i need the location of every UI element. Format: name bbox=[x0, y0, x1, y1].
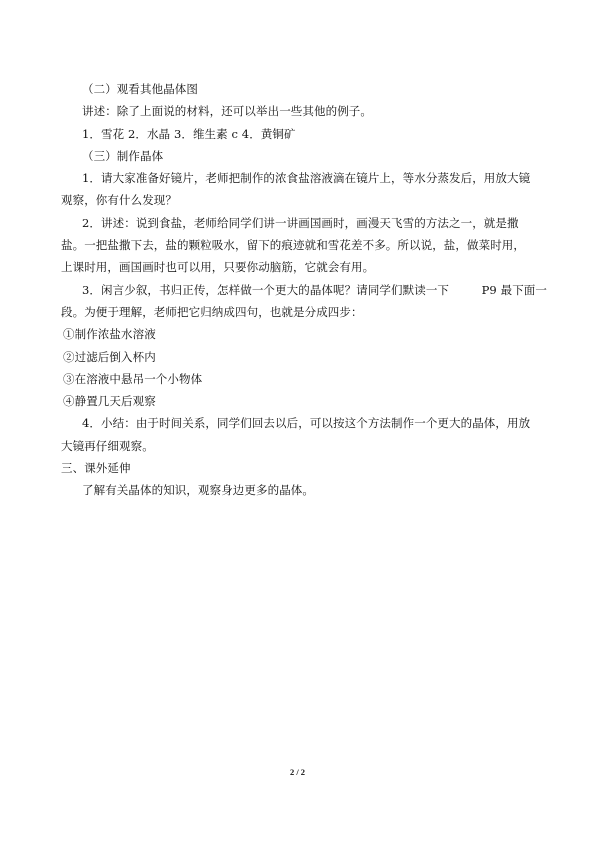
section-heading-make-crystals: （三）制作晶体 bbox=[82, 148, 164, 163]
step-item: ④静置几天后观察 bbox=[63, 394, 156, 409]
step-item: ②过滤后倒入杯内 bbox=[63, 349, 156, 364]
paragraph-line: 观察，你有什么发现？ bbox=[61, 193, 177, 208]
step-item: ③在溶液中悬吊一个小物体 bbox=[63, 371, 203, 386]
section-heading-view-other-crystals: （二）观看其他晶体图 bbox=[82, 82, 198, 96]
section-heading-extension: 三、课外延伸 bbox=[61, 461, 131, 476]
document-body bbox=[61, 78, 547, 502]
page-number: 2 / 2 bbox=[289, 767, 306, 777]
paragraph-line: 大镜再仔细观察。 bbox=[61, 438, 154, 453]
paragraph-line: 4．小结：由于时间关系，同学们回去以后，可以按这个方法制作一个更大的晶体，用放 bbox=[82, 416, 531, 431]
paragraph-line: 段。为便于理解，老师把它归纳成四句，也就是分成四步： bbox=[61, 304, 363, 319]
crystal-examples-list: 1．雪花 2．水晶 3．维生素 c 4．黄铜矿 bbox=[82, 126, 296, 141]
paragraph-line: 2．讲述：说到食盐，老师给同学们讲一讲画国画时，画漫天飞雪的方法之一，就是撒 bbox=[82, 215, 519, 230]
paragraph-line-part: P9 最下面一 bbox=[481, 282, 547, 297]
step-item: ①制作浓盐水溶液 bbox=[63, 327, 156, 342]
paragraph-line-split bbox=[61, 279, 547, 301]
paragraph-line: 1．请大家准备好镜片，老师把制作的浓食盐溶液滴在镜片上，等水分蒸发后，用放大镜 bbox=[82, 171, 531, 186]
paragraph-line: 讲述：除了上面说的材料，还可以举出一些其他的例子。 bbox=[82, 104, 372, 119]
paragraph-line: 上课时用，画国画时也可以用，只要你动脑筋，它就会有用。 bbox=[61, 260, 375, 275]
paragraph-line: 了解有关晶体的知识，观察身边更多的晶体。 bbox=[82, 483, 314, 498]
paragraph-line-part: 3．闲言少叙，书归正传，怎样做一个更大的晶体呢？请同学们默读一下 bbox=[82, 282, 450, 297]
paragraph-line: 盐。一把盐撒下去，盐的颗粒吸水，留下的痕迹就和雪花差不多。所以说，盐，做菜时用， bbox=[61, 238, 525, 253]
